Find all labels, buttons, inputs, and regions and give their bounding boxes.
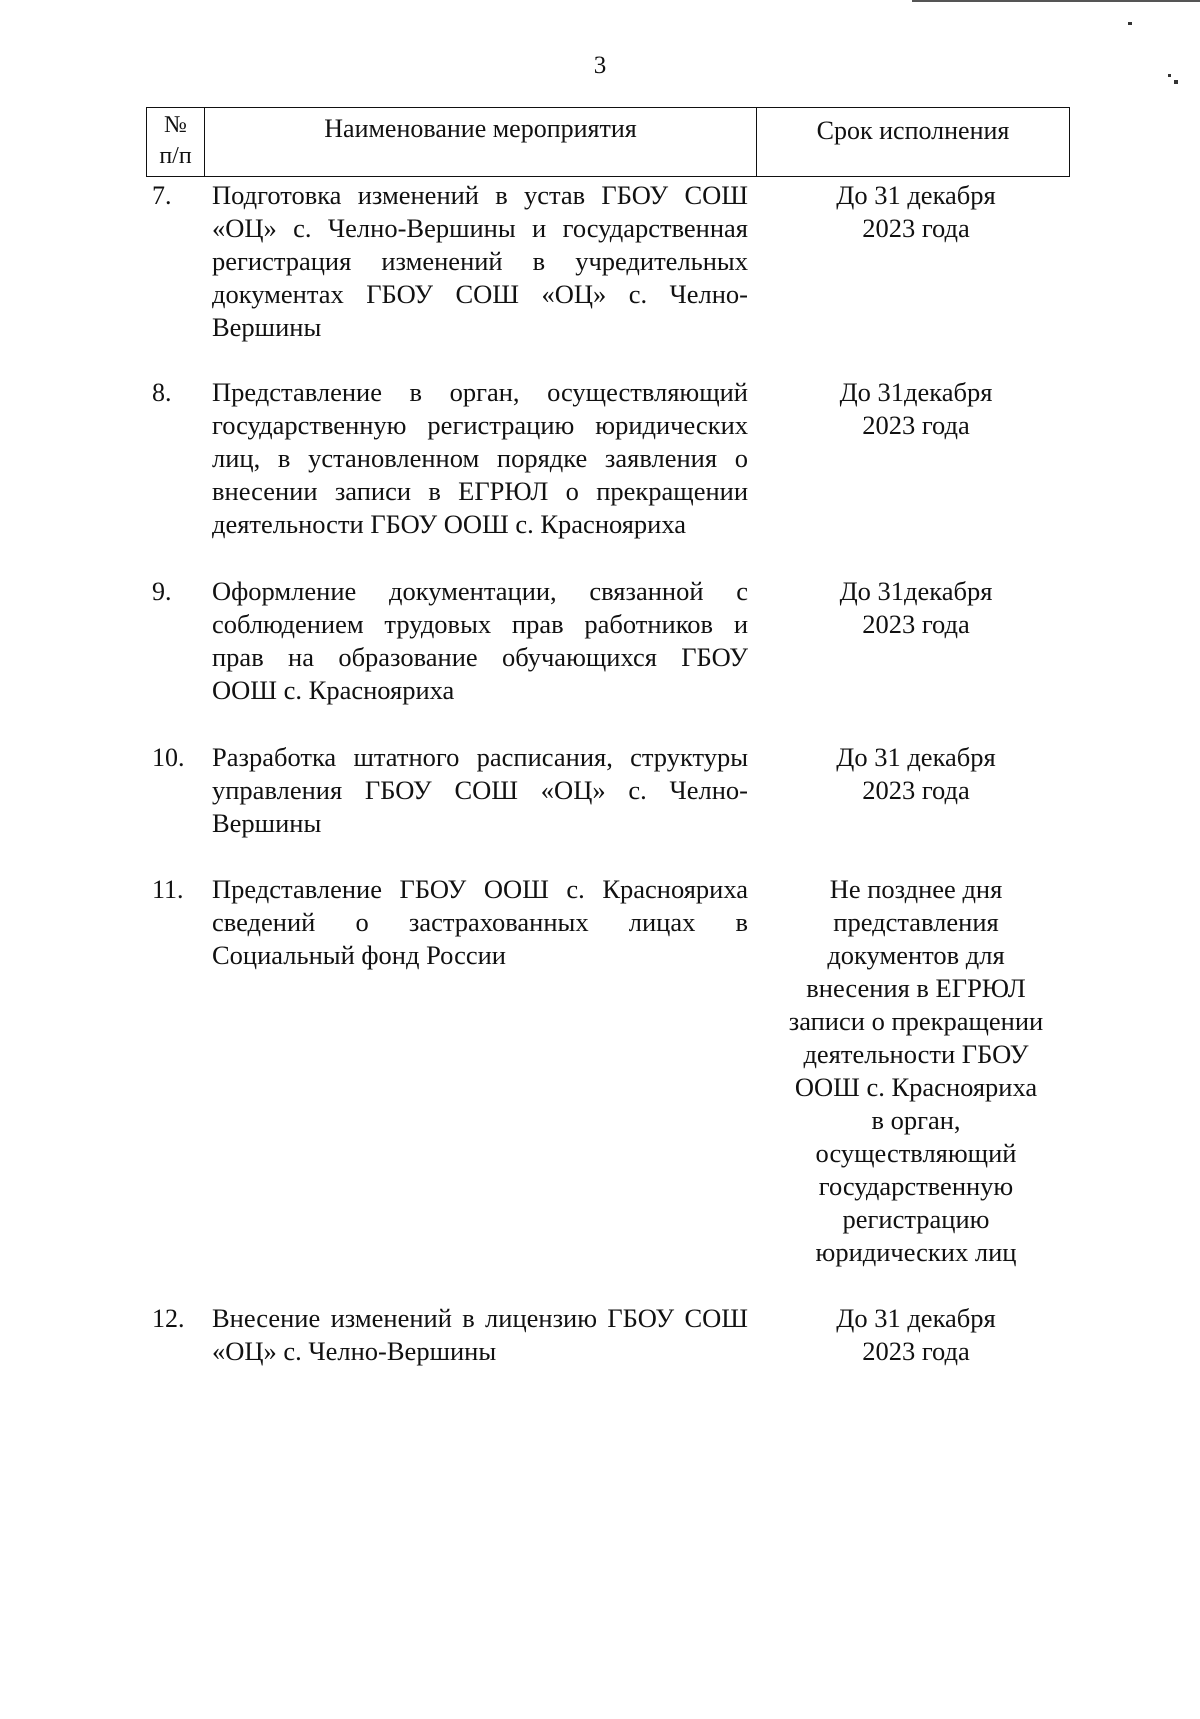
row-number: 7. [152,181,172,210]
table-header [146,107,1070,177]
row-deadline: До 31 декабря 2023 года [836,742,996,805]
row-activity: Представление в орган, осуществляющий государственную регистрацию юридических лиц, в установленном порядке заявления о внесении записи в ЕГРЮЛ о прекращении деятельности ГБОУ ООШ с. Краснояриха [212,377,748,539]
scan-artifact-dot [1174,80,1178,84]
scan-artifact-top-line [912,0,1200,2]
row-activity: Подготовка изменений в устав ГБОУ СОШ «ОЦ» с. Челно-Вершины и государственная регистрация изменений в учредительных документах ГБОУ СОШ «ОЦ» с. Челно-Вершины [212,180,748,342]
row-deadline: До 31 декабря 2023 года [836,180,996,243]
row-deadline: Не позднее дня представления документов для внесения в ЕГРЮЛ записи о прекращении деятельности ГБОУ ООШ с. Краснояриха в орган, осуществляющий государственную регистрацию юридических лиц [788,874,1044,1267]
header-number [147,108,205,176]
header-deadline: Срок исполнения [816,116,1010,145]
row-activity: Разработка штатного расписания, структуры управления ГБОУ СОШ «ОЦ» с. Челно-Вершины [212,742,748,838]
row-number: 10. [152,743,185,772]
scan-artifact-dot [1128,22,1132,25]
row-activity: Оформление документации, связанной с соблюдением трудовых прав работников и прав на образование обучающихся ГБОУ ООШ с. Краснояриха [212,576,748,705]
row-activity: Внесение изменений в лицензию ГБОУ СОШ «ОЦ» с. Челно-Вершины [212,1303,748,1366]
header-number-label: № п/п [159,112,192,169]
row-deadline: До 31декабря 2023 года [839,377,993,440]
row-number: 9. [152,577,172,606]
row-activity: Представление ГБОУ ООШ с. Краснояриха сведений о застрахованных лицах в Социальный фонд России [212,874,748,970]
row-number: 11. [152,875,184,904]
row-number: 12. [152,1304,185,1333]
row-deadline: До 31 декабря 2023 года [836,1303,996,1366]
row-deadline: До 31декабря 2023 года [839,576,993,639]
header-activity-name: Наименование мероприятия [205,108,757,176]
page-number: 3 [593,52,607,79]
row-number: 8. [152,378,172,407]
